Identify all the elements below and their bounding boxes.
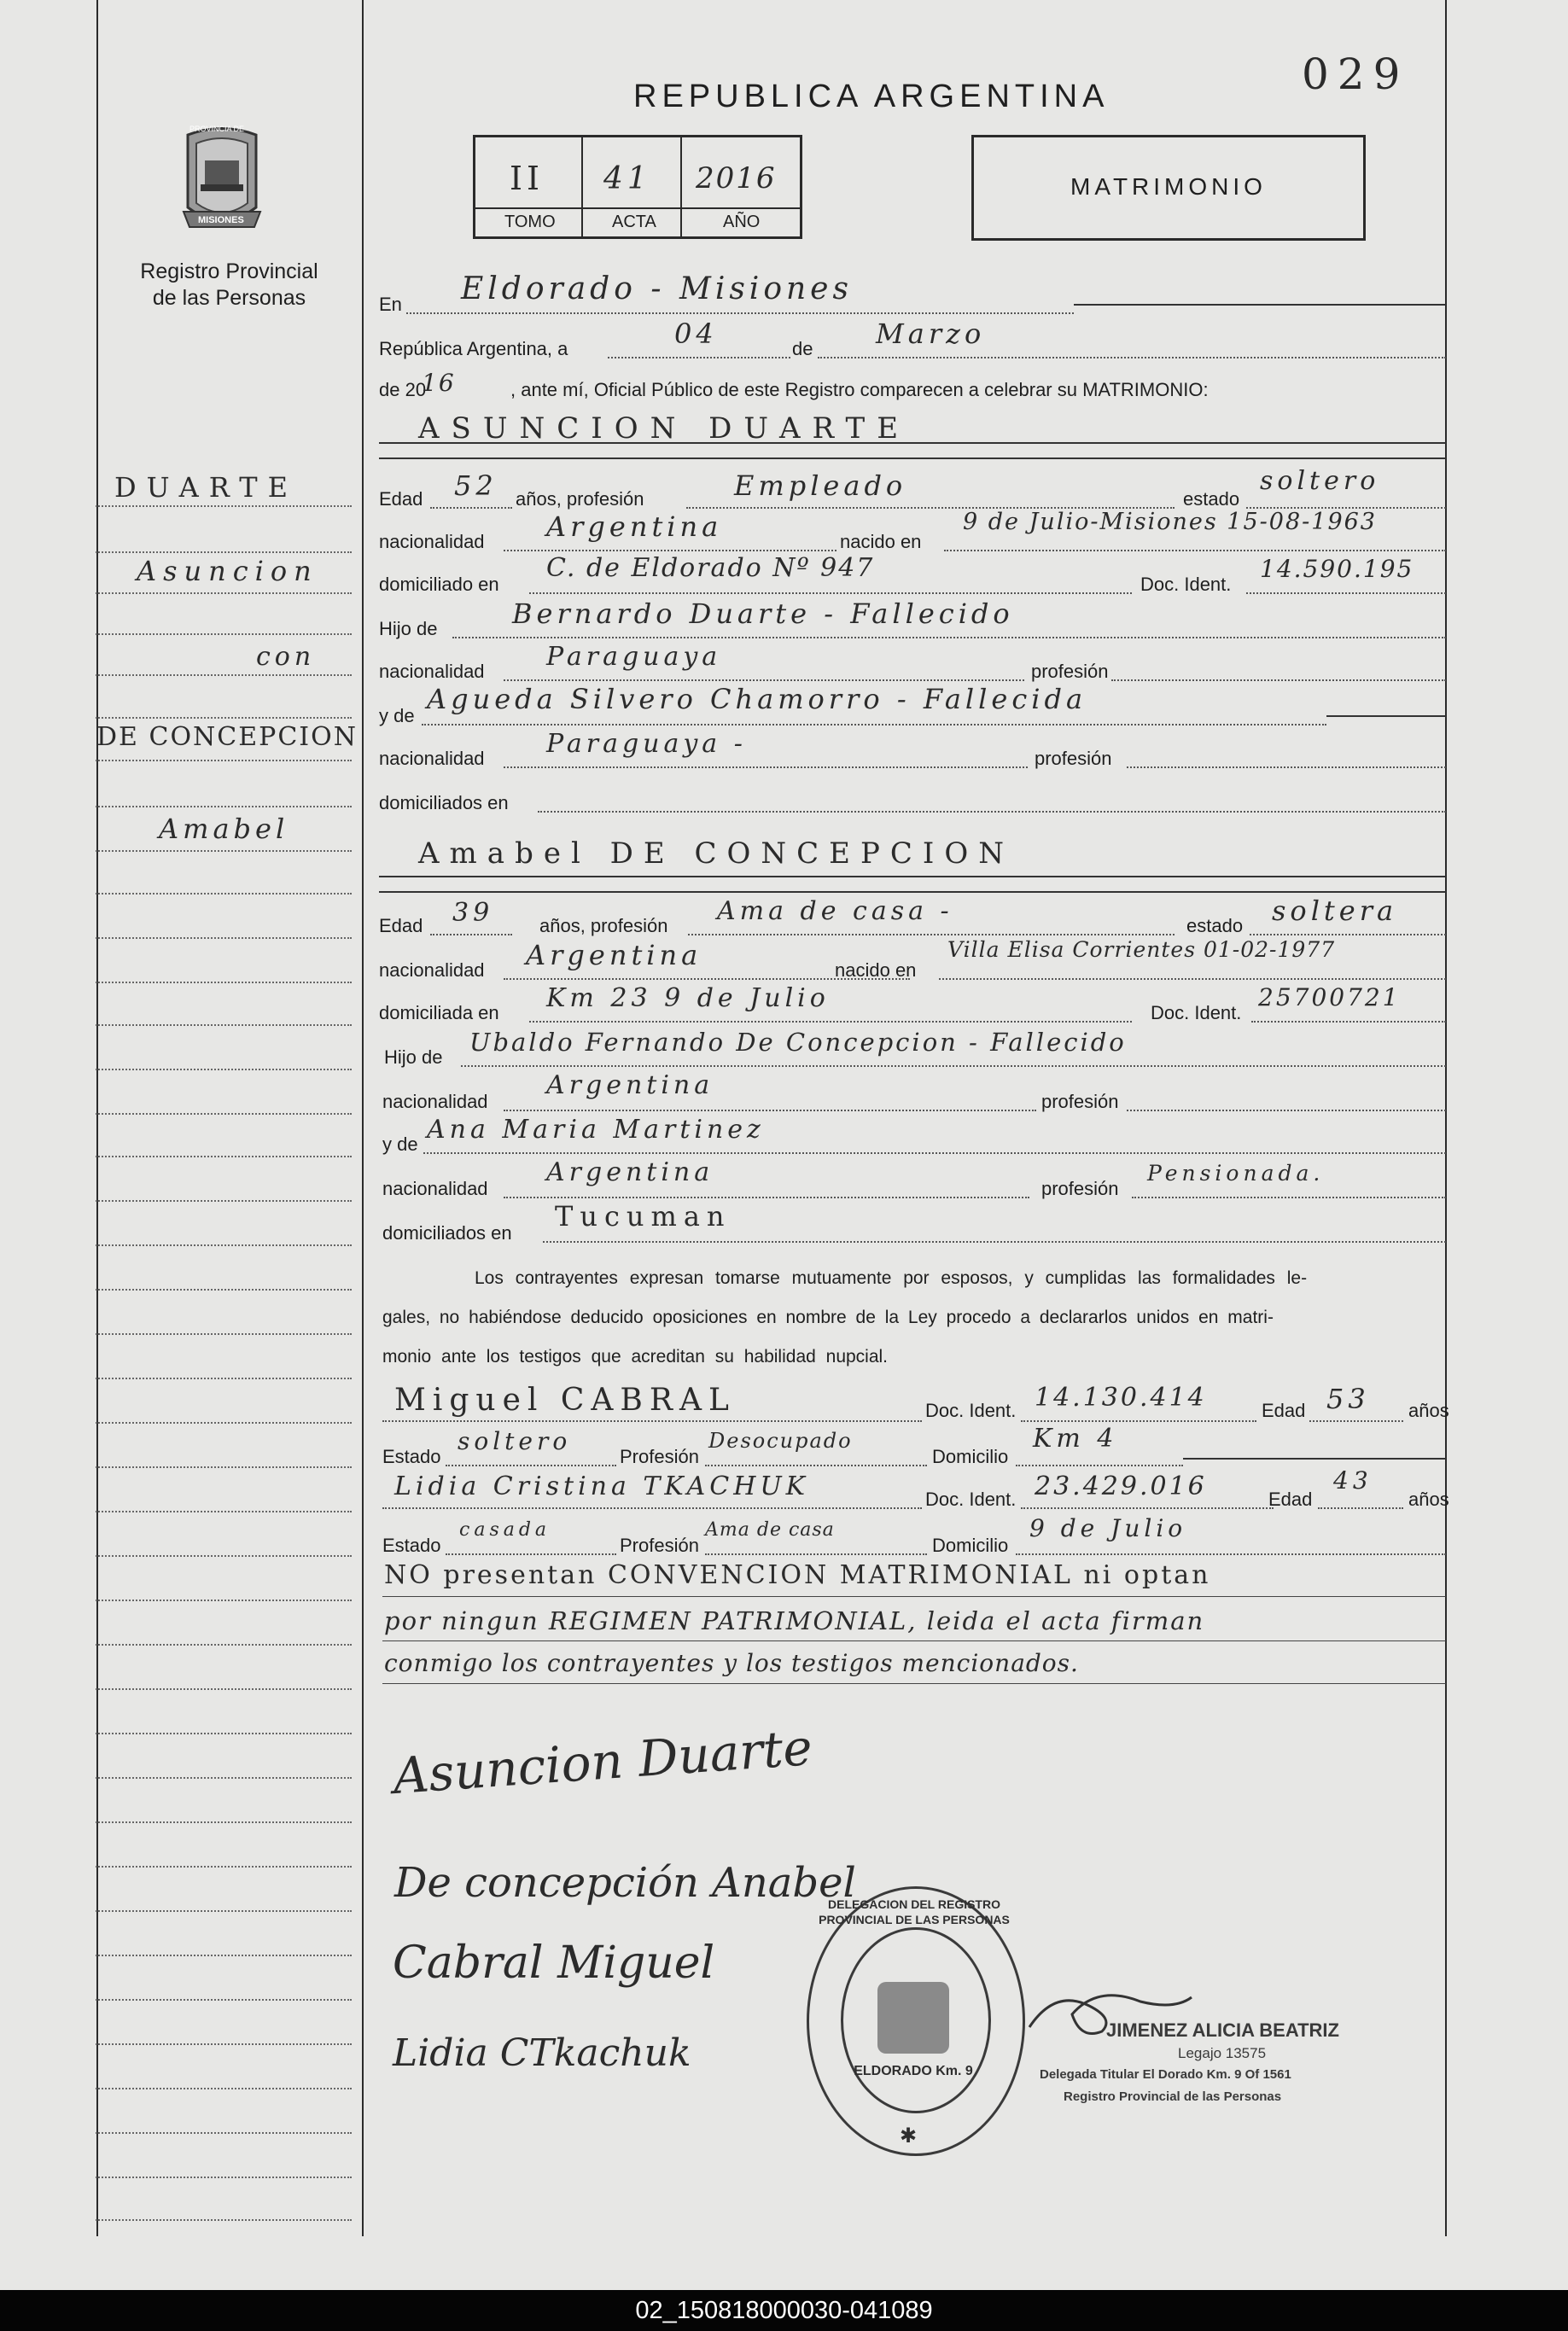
round-stamp-center: ELDORADO Km. 9 — [854, 2064, 973, 2078]
witness1-profession: Desocupado — [708, 1429, 853, 1453]
witness1-anios-label: años — [1408, 1400, 1449, 1421]
groom-doc: 14.590.195 — [1260, 555, 1414, 583]
groom-name: ASUNCION DUARTE — [418, 411, 911, 446]
witness1-edad-label: Edad — [1262, 1400, 1306, 1421]
bride-doc: 25700721 — [1258, 983, 1401, 1011]
acta-label: ACTA — [612, 213, 656, 231]
witness1-profesion-label: Profesión — [620, 1446, 699, 1467]
groom-age: 52 — [454, 469, 498, 502]
bride-mother: Ana Maria Martinez — [427, 1115, 765, 1145]
round-stamp-emblem-icon — [877, 1982, 949, 2054]
bride-father-nationality-label: nacionalidad — [382, 1091, 488, 1112]
bride-parents-address: Tucuman — [555, 1200, 732, 1233]
witness2-domicilio-label: Domicilio — [932, 1535, 1009, 1556]
bride-father: Ubaldo Fernando De Concepcion - Fallecido — [469, 1028, 1127, 1057]
margin-note-surname: DUARTE — [114, 471, 298, 504]
signature-groom: Asuncion Duarte — [391, 1717, 814, 1806]
groom-civil-status: soltero — [1260, 466, 1380, 496]
year-prefix: de 20 — [379, 379, 427, 400]
groom-father-nationality-label: nacionalidad — [379, 661, 485, 682]
groom-father: Bernardo Duarte - Fallecido — [512, 597, 1014, 630]
country-title: REPUBLICA ARGENTINA — [633, 79, 1110, 114]
bride-age: 39 — [452, 898, 494, 928]
registry-name-line1: Registro Provincial — [140, 259, 318, 283]
bride-address: Km 23 9 de Julio — [546, 983, 830, 1013]
witness2-profession: Ama de casa — [705, 1519, 835, 1541]
bride-edad-label: Edad — [379, 915, 423, 936]
groom-anios-profesion-label: años, profesión — [516, 488, 644, 510]
bride-father-profesion-label: profesión — [1041, 1091, 1119, 1112]
witness1-address: Km 4 — [1033, 1424, 1118, 1454]
witness2-address: 9 de Julio — [1029, 1514, 1187, 1542]
tomo-label: TOMO — [504, 213, 556, 231]
witness2-edad-label: Edad — [1268, 1489, 1313, 1510]
bride-anios-profesion-label: años, profesión — [539, 915, 668, 936]
de-label: de — [792, 338, 813, 359]
bride-nationality: Argentina — [526, 939, 702, 971]
groom-nacionalidad-label: nacionalidad — [379, 531, 485, 552]
year-suffix: 16 — [422, 369, 456, 397]
groom-father-nationality: Paraguaya — [546, 642, 722, 672]
bride-nacido-label: nacido en — [835, 959, 917, 981]
groom-doc-label: Doc. Ident. — [1140, 574, 1232, 595]
groom-hijo-label: Hijo de — [379, 618, 438, 639]
margin-note-given-name: Asuncion — [137, 555, 318, 587]
witness2-doc-label: Doc. Ident. — [925, 1489, 1017, 1510]
bride-domiciliados-label: domiciliados en — [382, 1222, 512, 1244]
margin-note-bride-surname: DE CONCEPCION — [96, 722, 358, 752]
bride-profession: Ama de casa - — [717, 896, 953, 926]
groom-edad-label: Edad — [379, 488, 423, 510]
groom-profession: Empleado — [734, 469, 907, 502]
groom-nationality: Argentina — [546, 510, 723, 543]
witness1-estado-label: Estado — [382, 1446, 441, 1467]
witness2-profesion-label: Profesión — [620, 1535, 699, 1556]
bride-birth: Villa Elisa Corrientes 01-02-1977 — [947, 937, 1336, 962]
bride-name: Amabel DE CONCEPCION — [418, 836, 1014, 871]
intro-text-after-year: , ante mí, Oficial Público de este Registro comparecen a celebrar su MATRIMONIO: — [510, 379, 1209, 400]
signature-witness1: Cabral Miguel — [393, 1938, 715, 1989]
groom-domiciliado-label: domiciliado en — [379, 574, 499, 595]
groom-mother: Agueda Silvero Chamorro - Fallecida — [427, 683, 1087, 715]
republica-label: República Argentina, a — [379, 338, 568, 359]
day-value: 04 — [674, 318, 718, 350]
bride-mother-profession: Pensionada. — [1147, 1161, 1325, 1186]
signature-witness2: Lidia CTkachuk — [393, 2031, 691, 2075]
place-value: Eldorado - Misiones — [461, 271, 853, 306]
file-id-bar — [0, 2290, 1568, 2331]
bride-civil-status: soltera — [1272, 895, 1398, 927]
margin-note-con: con — [256, 642, 316, 672]
bride-hijo-label: Hijo de — [384, 1046, 443, 1068]
witness1-age: 53 — [1326, 1383, 1370, 1415]
tomo-acta-anio-table — [473, 135, 802, 239]
anio-label: AÑO — [723, 213, 761, 231]
witness2-estado-label: Estado — [382, 1535, 441, 1556]
registry-seal-text-bottom: MISIONES — [198, 215, 244, 225]
round-stamp-text: DELEGACION DEL REGISTRO PROVINCIAL DE LAS PERSONAS — [819, 1897, 1010, 1926]
declaration-line1: Los contrayentes expresan tomarse mutuamente por esposos, y cumplidas las formalidades le- — [475, 1268, 1308, 1288]
notes-line2: por ningun REGIMEN PATRIMONIAL, leida el acta firman — [384, 1606, 1205, 1635]
witness1-domicilio-label: Domicilio — [932, 1446, 1009, 1467]
notes-line3: conmigo los contrayentes y los testigos mencionados. — [384, 1649, 1079, 1677]
official-stamp-line3: Delegada Titular El Dorado Km. 9 Of 1561 — [1040, 2067, 1291, 2082]
acta-value: 41 — [603, 161, 651, 196]
right-border-line — [1445, 0, 1447, 2236]
witness1-doc: 14.130.414 — [1035, 1383, 1207, 1413]
groom-father-profesion-label: profesión — [1031, 661, 1109, 682]
declaration-line3: monio ante los testigos que acreditan su habilidad nupcial. — [382, 1347, 889, 1367]
document-type-box — [971, 135, 1366, 241]
bride-mother-nationality: Argentina — [546, 1157, 714, 1187]
anio-value: 2016 — [696, 161, 777, 195]
official-stamp-line4: Registro Provincial de las Personas — [1064, 2089, 1282, 2104]
groom-yde-label: y de — [379, 705, 415, 726]
groom-mother-profesion-label: profesión — [1035, 748, 1112, 769]
witness2-doc: 23.429.016 — [1035, 1471, 1207, 1501]
column-divider-line — [362, 0, 364, 2236]
notes-line1: NO presentan CONVENCION MATRIMONIAL ni optan — [384, 1560, 1211, 1590]
registry-name-line2: de las Personas — [152, 286, 306, 310]
witness1-doc-label: Doc. Ident. — [925, 1400, 1017, 1421]
official-stamp-line2: Legajo 13575 — [1178, 2045, 1267, 2061]
groom-mother-nationality-label: nacionalidad — [379, 748, 485, 769]
page-number: 029 — [1302, 50, 1409, 99]
declaration-line2: gales, no habiéndose deducido oposiciones en nombre de la Ley procedo a declararlos unidos en matri- — [382, 1308, 1274, 1327]
margin-note-bride-given-name: Amabel — [159, 813, 289, 845]
groom-nacido-label: nacido en — [840, 531, 922, 552]
bride-father-nationality: Argentina — [546, 1070, 714, 1100]
witness1-name: Miguel CABRAL — [394, 1383, 736, 1418]
witness2-status: casada — [459, 1519, 551, 1541]
groom-domiciliados-label: domiciliados en — [379, 792, 509, 813]
bride-doc-label: Doc. Ident. — [1151, 1002, 1242, 1023]
witness2-name: Lidia Cristina TKACHUK — [394, 1471, 810, 1501]
bride-nacionalidad-label: nacionalidad — [379, 959, 485, 981]
official-stamp-line1: JIMENEZ ALICIA BEATRIZ — [1106, 2019, 1339, 2041]
witness2-age: 43 — [1333, 1466, 1373, 1495]
bride-estado-label: estado — [1186, 915, 1244, 936]
witness1-status: soltero — [458, 1427, 572, 1455]
bride-yde-label: y de — [382, 1133, 418, 1155]
registry-seal-text-top: PROVINCIA DE — [189, 125, 245, 133]
signature-bride: De concepción Anabel — [394, 1859, 856, 1907]
groom-mother-nationality: Paraguaya - — [546, 729, 747, 759]
groom-estado-label: estado — [1183, 488, 1240, 510]
bride-mother-nationality-label: nacionalidad — [382, 1178, 488, 1199]
en-label: En — [379, 294, 402, 315]
month-value: Marzo — [876, 318, 986, 350]
round-stamp-star-icon: ✱ — [900, 2124, 918, 2147]
bride-mother-profesion-label: profesión — [1041, 1178, 1119, 1199]
groom-birth: 9 de Julio-Misiones 15-08-1963 — [963, 509, 1377, 535]
bride-domiciliada-label: domiciliada en — [379, 1002, 499, 1023]
file-id: 02_150818000030-041089 — [635, 2297, 933, 2324]
tomo-value: II — [510, 160, 545, 197]
left-border-line — [96, 0, 98, 2236]
witness2-anios-label: años — [1408, 1489, 1449, 1510]
groom-address: C. de Eldorado Nº 947 — [546, 553, 875, 583]
document-type: MATRIMONIO — [1070, 173, 1267, 200]
